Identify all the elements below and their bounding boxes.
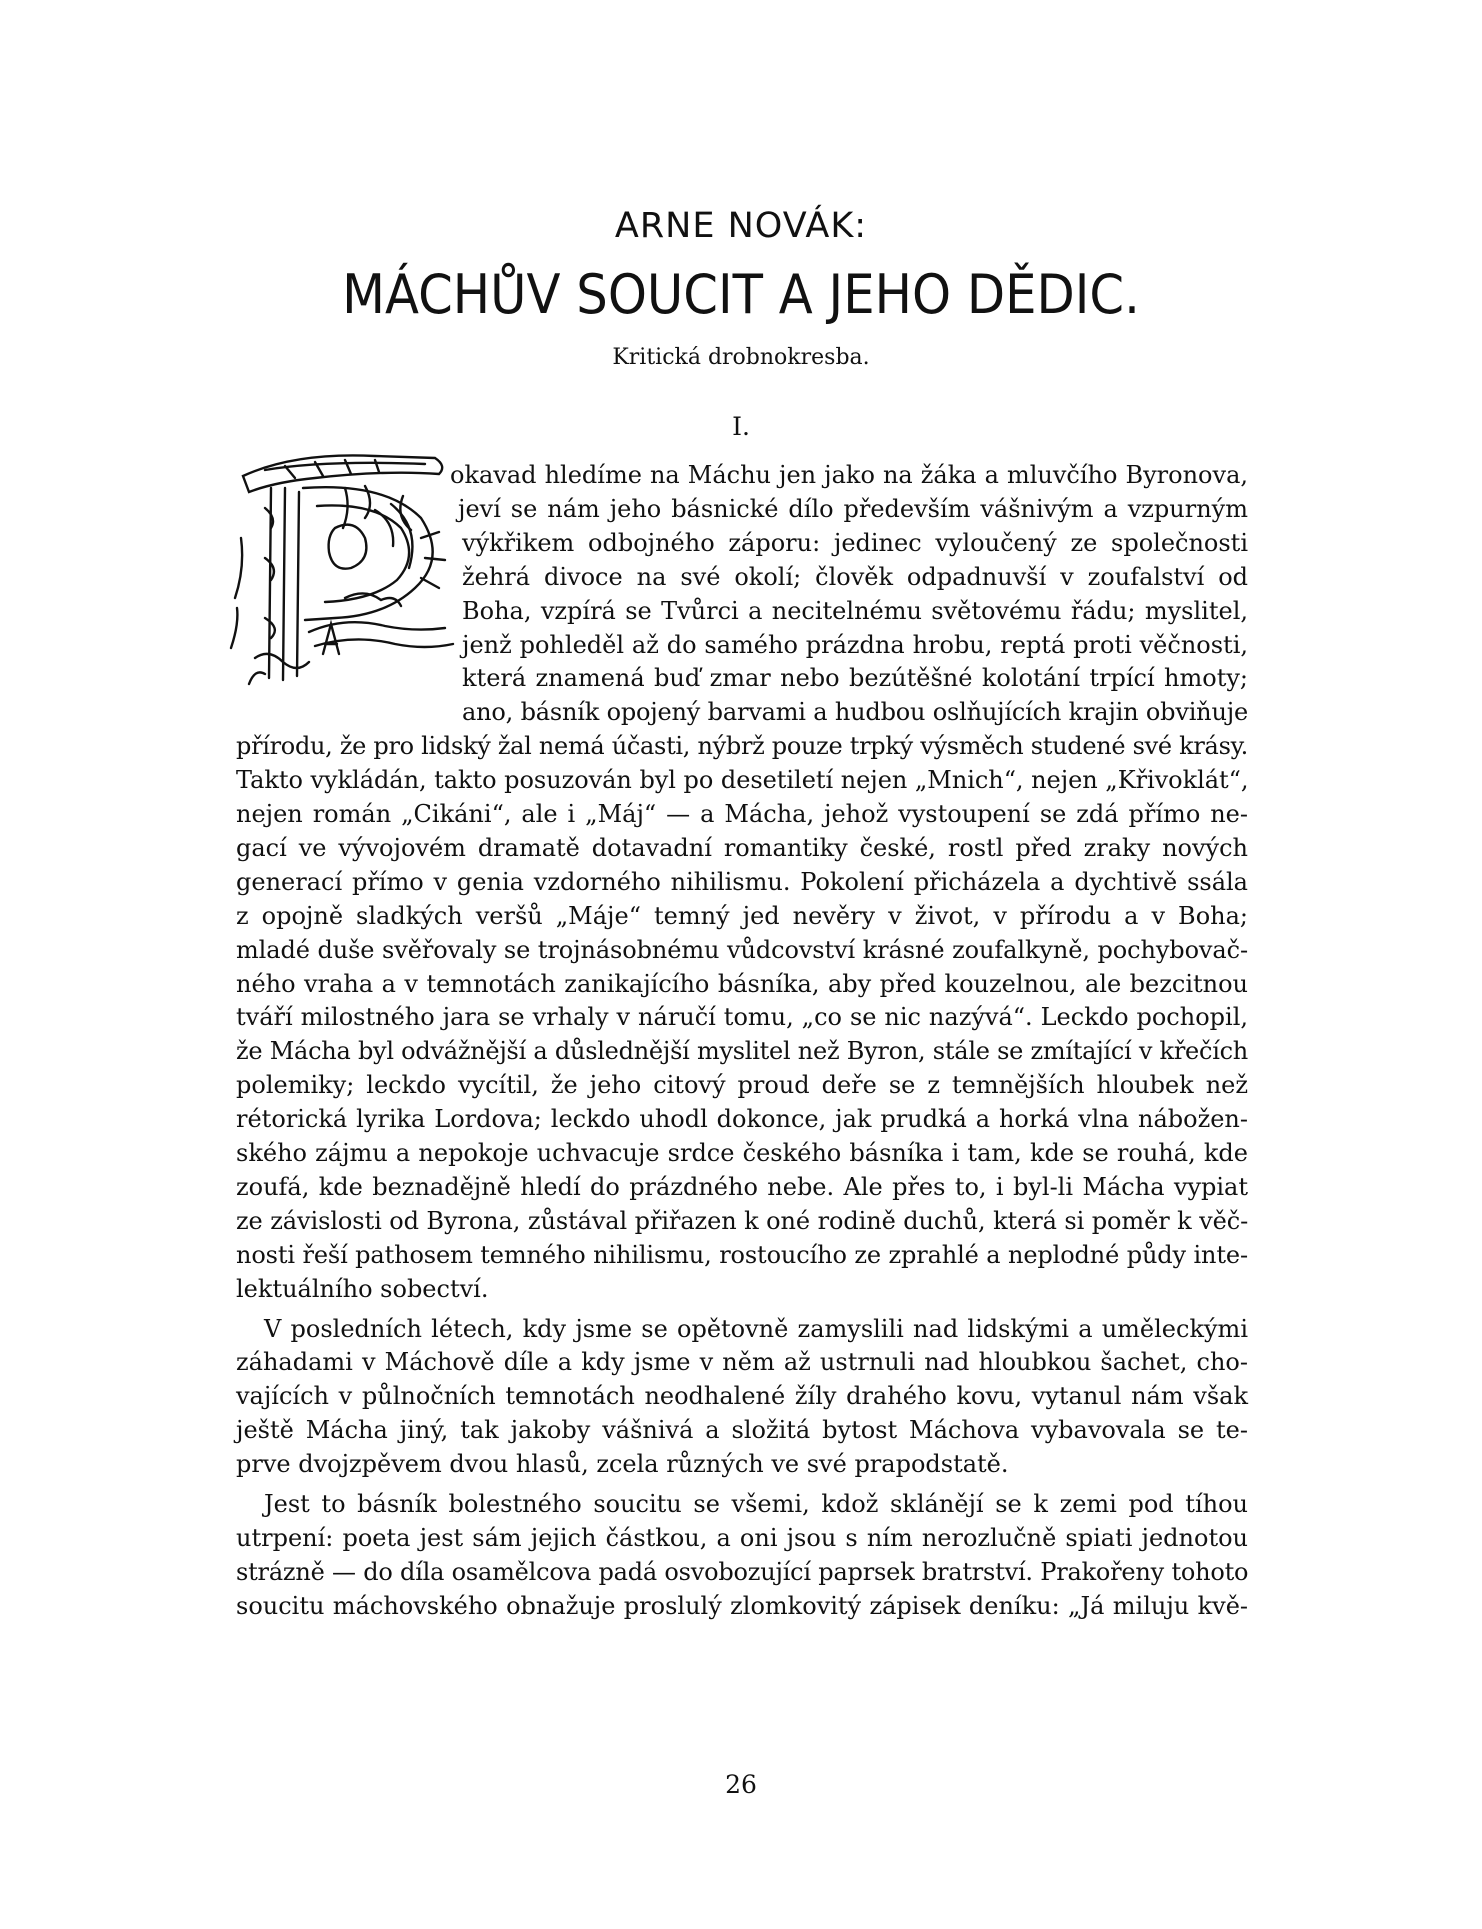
text-line: okavad hledíme na Máchu jen jako na žáka a mluvčího Byronova, — [450, 461, 1248, 489]
text-line: jeví se nám jeho básnické dílo především vášnivým a vzpurným — [458, 495, 1248, 523]
text-line: gací ve vývojovém dramatě dotavadní romantiky české, rostl před zraky nových — [236, 834, 1248, 862]
text-line: generací přímo v genia vzdorného nihilismu. Pokolení přicházela a dychtivě ssála — [236, 868, 1248, 896]
text-line: tváří milostného jara se vrhaly v náručí tomu, „co se nic nazývá“. Leckdo pochopil, — [236, 1003, 1248, 1031]
article-title: MÁCHŮV SOUCIT A JEHO DĚDIC. — [342, 263, 1140, 326]
text-line: Boha, vzpírá se Tvůrci a necitelnému světovému řádu; myslitel, — [462, 597, 1248, 625]
text-line: ného vraha a v temnotách zanikajícího básníka, aby před kouzelnou, ale bezcitnou — [236, 970, 1248, 998]
text-line: zoufá, kde beznadějně hledí do prázdného nebe. Ale přes to, i byl-li Mácha vypiat — [236, 1173, 1248, 1201]
text-line: záhadami v Máchově díle a kdy jsme v něm až ustrnuli nad hloubkou šachet, cho- — [236, 1348, 1248, 1376]
text-line: soucitu máchovského obnažuje proslulý zlomkovitý zápisek deníku: „Já miluju kvě- — [236, 1592, 1248, 1620]
text-line: polemiky; leckdo vycítil, že jeho citový proud deře se z temnějších hloubek než — [236, 1071, 1248, 1099]
text-line: Takto vykládán, takto posuzován byl po desetiletí nejen „Mnich“, nejen „Křivoklát“, — [236, 766, 1249, 794]
text-line: V posledních létech, kdy jsme se opětovně zamyslili nad lidskými a uměleckými — [264, 1315, 1248, 1343]
article-subtitle: Kritická drobnokresba. — [612, 345, 870, 370]
decorated-initial-p-illustration — [225, 448, 457, 693]
text-line: vajících v půlnočních temnotách neodhalené žíly drahého kovu, vytanul nám však — [236, 1382, 1248, 1410]
text-line: strázně — do díla osamělcova padá osvobozující paprsek bratrství. Prakořeny tohoto — [236, 1558, 1249, 1586]
section-number: I. — [732, 412, 750, 441]
author-name: ARNE NOVÁK: — [614, 206, 868, 246]
text-line: nejen román „Cikáni“, ale i „Máj“ — a Mácha, jehož vystoupení se zdá přímo ne- — [236, 800, 1248, 828]
text-line: žehrá divoce na své okolí; člověk odpadnuvší v zoufalství od — [462, 563, 1248, 591]
page-number: 26 — [725, 1770, 757, 1799]
text-line: která znamená buď zmar nebo bezútěšné kolotání trpící hmoty; — [462, 664, 1248, 692]
text-line: přírodu, že pro lidský žal nemá účasti, nýbrž pouze trpký výsměch studené své krásy. — [236, 732, 1248, 760]
text-line: jenž pohleděl až do samého prázdna hrobu, reptá proti věčnosti, — [462, 631, 1248, 659]
text-line: ano, básník opojený barvami a hudbou oslňujících krajin obviňuje — [462, 698, 1248, 726]
text-line: utrpení: poeta jest sám jejich částkou, a oni jsou s ním nerozlučně spiati jednotou — [236, 1524, 1248, 1552]
text-line: prve dvojzpěvem dvou hlasů, zcela různých ve své prapodstatě. — [236, 1450, 1009, 1478]
text-line: že Mácha byl odvážnější a důslednější myslitel než Byron, stále se zmítající v křečích — [236, 1037, 1248, 1065]
text-line: ještě Mácha jiný, tak jakoby vášnivá a složitá bytost Máchova vybavovala se te- — [236, 1416, 1248, 1444]
text-line: ského zájmu a nepokoje uchvacuje srdce českého básníka i tam, kde se rouhá, kde — [236, 1139, 1248, 1167]
text-line: nosti řeší pathosem temného nihilismu, rostoucího ze zprahlé a neplodné půdy inte- — [236, 1241, 1248, 1269]
text-line: výkřikem odbojného záporu: jedinec vyloučený ze společnosti — [462, 529, 1248, 557]
text-line: lektuálního sobectví. — [236, 1275, 489, 1303]
text-line: Jest to básník bolestného soucitu se všemi, kdož sklánějí se k zemi pod tíhou — [264, 1490, 1248, 1518]
text-line: mladé duše svěřovaly se trojnásobnému vůdcovství krásné zoufalkyně, pochybovač- — [236, 936, 1248, 964]
text-line: rétorická lyrika Lordova; leckdo uhodl dokonce, jak prudká a horká vlna nábožen- — [236, 1105, 1248, 1133]
text-line: z opojně sladkých veršů „Máje“ temný jed nevěry v život, v přírodu a v Boha; — [236, 902, 1248, 930]
text-line: ze závislosti od Byrona, zůstával přiřazen k oné rodině duchů, která si poměr k věč- — [236, 1207, 1249, 1235]
